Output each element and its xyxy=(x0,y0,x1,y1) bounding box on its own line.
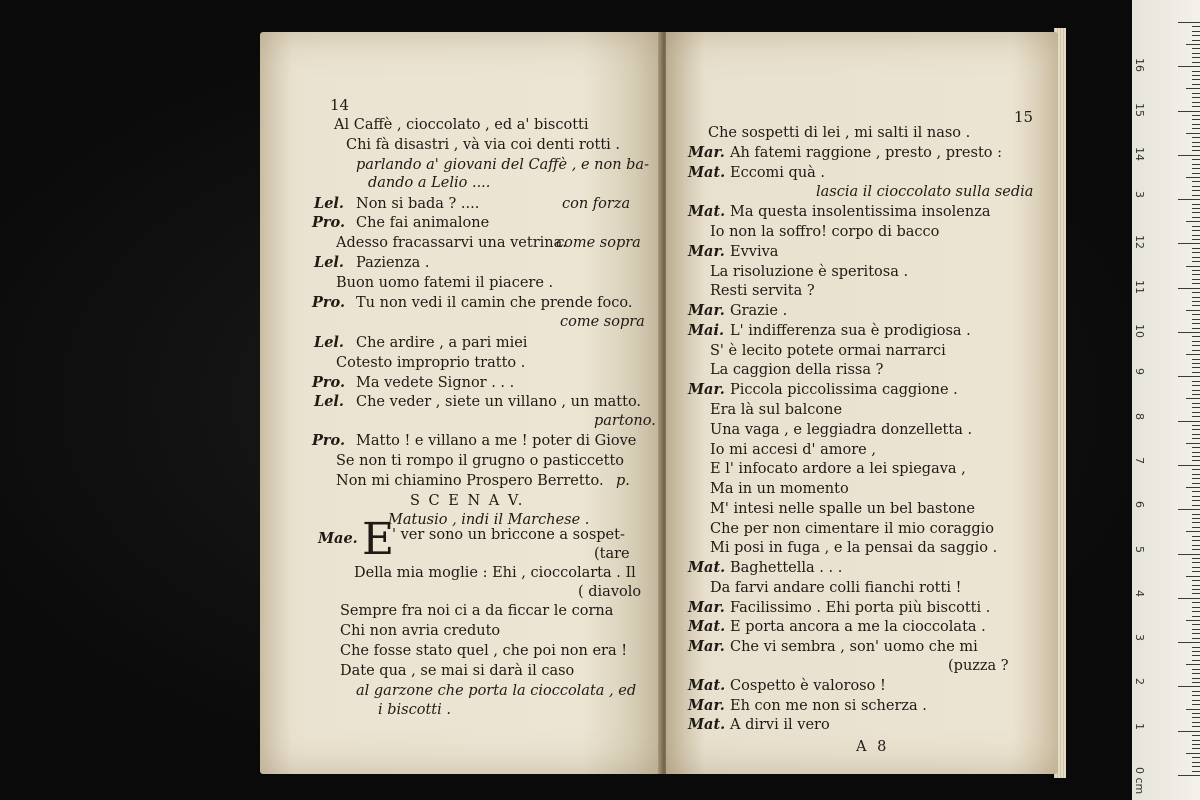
ruler-tick xyxy=(1192,673,1200,674)
ruler-tick xyxy=(1192,230,1200,231)
ruler-tick xyxy=(1192,159,1200,160)
ruler-label: 11 xyxy=(1133,279,1146,294)
ruler-tick xyxy=(1192,514,1200,515)
text-line: Resti servita ? xyxy=(710,283,815,299)
ruler-tick xyxy=(1186,753,1200,754)
text-line: Pazienza . xyxy=(356,255,430,271)
ruler-tick xyxy=(1192,212,1200,213)
ruler-tick xyxy=(1192,602,1200,603)
ruler-tick xyxy=(1192,403,1200,404)
scene-characters: Matusio , indi il Marchese . xyxy=(388,512,590,528)
ruler-tick xyxy=(1192,235,1200,236)
text-line: Che vi sembra , son' uomo che mi xyxy=(730,639,978,655)
ruler-tick xyxy=(1192,717,1200,718)
ruler-tick xyxy=(1192,647,1200,648)
ruler-tick xyxy=(1192,740,1200,741)
ruler-tick xyxy=(1192,367,1200,368)
ruler-tick xyxy=(1192,522,1200,523)
speaker-label: Mar. xyxy=(688,144,725,161)
ruler-tick xyxy=(1186,398,1200,399)
stage-direction: lascia il cioccolato sulla sedia xyxy=(816,184,1034,200)
ruler-tick xyxy=(1192,655,1200,656)
ruler-tick xyxy=(1192,651,1200,652)
text-line: Ma questa insolentissima insolenza xyxy=(730,204,991,220)
text-line: Chi non avria creduto xyxy=(340,623,501,639)
ruler-tick xyxy=(1192,279,1200,280)
ruler-label: 9 xyxy=(1133,368,1146,376)
speaker-label: Mae. xyxy=(318,530,358,547)
ruler-label: 2 xyxy=(1133,678,1146,686)
ruler-tick xyxy=(1192,452,1200,453)
ruler-tick xyxy=(1192,735,1200,736)
speaker-label: Lel. xyxy=(314,195,344,212)
text-line: Mi posi in fuga , e la pensai da saggio . xyxy=(710,540,998,556)
text-line: S' è lecito potete ormai narrarci xyxy=(710,343,946,359)
speaker-label: Mar. xyxy=(688,302,725,319)
ruler-tick xyxy=(1192,540,1200,541)
ruler-label: 14 xyxy=(1133,146,1146,161)
ruler-tick xyxy=(1192,48,1200,49)
ruler-tick xyxy=(1192,319,1200,320)
ruler-tick xyxy=(1192,26,1200,27)
ruler-tick xyxy=(1192,633,1200,634)
ruler-tick xyxy=(1192,416,1200,417)
stage-direction: come sopra xyxy=(560,314,645,330)
ruler-label: 6 xyxy=(1133,501,1146,509)
speaker-label: Lel. xyxy=(314,254,344,271)
ruler-tick xyxy=(1192,150,1200,151)
ruler-tick xyxy=(1178,243,1200,244)
text-line: Cospetto è valoroso ! xyxy=(730,678,886,694)
ruler-tick xyxy=(1192,638,1200,639)
text-line: (puzza ? xyxy=(948,658,1009,674)
ruler-tick xyxy=(1192,270,1200,271)
text-line: Adesso fracassarvi una vetrina. xyxy=(336,235,567,251)
ruler-tick xyxy=(1192,456,1200,457)
ruler-label: 0 cm xyxy=(1133,767,1146,795)
speaker-label: Mat. xyxy=(688,203,726,220)
ruler-tick xyxy=(1192,491,1200,492)
ruler-tick xyxy=(1192,691,1200,692)
ruler-tick xyxy=(1192,669,1200,670)
open-book xyxy=(256,18,1066,778)
ruler-tick xyxy=(1192,173,1200,174)
text-line: Non mi chiamino Prospero Berretto. xyxy=(336,473,604,489)
left-page xyxy=(260,32,662,774)
ruler-tick xyxy=(1192,700,1200,701)
ruler-tick xyxy=(1186,88,1200,89)
ruler-tick xyxy=(1192,527,1200,528)
ruler-tick xyxy=(1192,713,1200,714)
ruler-tick xyxy=(1192,500,1200,501)
ruler-tick xyxy=(1192,124,1200,125)
ruler-tick xyxy=(1192,328,1200,329)
page-number-left: 14 xyxy=(330,96,350,114)
ruler-label: 3 xyxy=(1133,191,1146,199)
text-line: Tu non vedi il camin che prende foco. xyxy=(356,295,633,311)
speaker-label: Mar. xyxy=(688,697,725,714)
scene-heading: S C E N A V. xyxy=(410,493,525,509)
ruler-tick xyxy=(1192,762,1200,763)
ruler-tick xyxy=(1192,363,1200,364)
ruler-label: 3 xyxy=(1133,634,1146,642)
text-line: M' intesi nelle spalle un bel bastone xyxy=(710,501,975,517)
ruler-tick xyxy=(1192,350,1200,351)
stage-direction: al garzone che porta la cioccolata , ed xyxy=(356,683,637,699)
text-line: Che per non cimentare il mio coraggio xyxy=(710,521,995,537)
ruler-tick xyxy=(1192,571,1200,572)
ruler-tick xyxy=(1192,301,1200,302)
ruler-tick xyxy=(1192,496,1200,497)
ruler-tick xyxy=(1178,199,1200,200)
ruler-tick xyxy=(1192,128,1200,129)
ruler-tick xyxy=(1178,111,1200,112)
ruler-tick xyxy=(1186,443,1200,444)
ruler-tick xyxy=(1192,407,1200,408)
ruler-tick xyxy=(1192,146,1200,147)
ruler-tick xyxy=(1178,686,1200,687)
ruler-tick xyxy=(1186,487,1200,488)
ruler-tick xyxy=(1192,137,1200,138)
ruler-tick xyxy=(1192,474,1200,475)
speaker-label: Pro. xyxy=(312,432,346,449)
ruler-tick xyxy=(1192,385,1200,386)
ruler-tick xyxy=(1192,190,1200,191)
page-number-right: 15 xyxy=(1014,108,1034,126)
ruler-tick xyxy=(1192,545,1200,546)
ruler-tick xyxy=(1186,576,1200,577)
ruler-tick xyxy=(1192,62,1200,63)
ruler-tick xyxy=(1192,682,1200,683)
ruler-tick xyxy=(1192,186,1200,187)
speaker-label: Lel. xyxy=(314,334,344,351)
ruler-tick xyxy=(1192,93,1200,94)
ruler-tick xyxy=(1192,40,1200,41)
ruler-tick xyxy=(1192,766,1200,767)
ruler-tick xyxy=(1192,757,1200,758)
ruler-tick xyxy=(1186,310,1200,311)
ruler-tick xyxy=(1192,460,1200,461)
text-line: Piccola piccolissima caggione . xyxy=(730,382,958,398)
ruler-tick xyxy=(1192,744,1200,745)
ruler-tick xyxy=(1192,429,1200,430)
ruler-tick xyxy=(1192,336,1200,337)
ruler-tick xyxy=(1192,31,1200,32)
ruler-tick xyxy=(1178,421,1200,422)
ruler-label: 5 xyxy=(1133,545,1146,553)
ruler-tick xyxy=(1192,483,1200,484)
text-line: Una vaga , e leggiadra donzelletta . xyxy=(710,422,973,438)
ruler-tick xyxy=(1192,469,1200,470)
ruler-tick xyxy=(1192,722,1200,723)
ruler-tick xyxy=(1178,509,1200,510)
ruler-tick xyxy=(1192,381,1200,382)
ruler-tick xyxy=(1178,642,1200,643)
text-line: Io non la soffro! corpo di bacco xyxy=(710,224,940,240)
ruler-tick xyxy=(1186,531,1200,532)
text-line: Che fosse stato quel , che poi non era ! xyxy=(340,643,628,659)
ruler-tick xyxy=(1178,598,1200,599)
ruler-tick xyxy=(1192,57,1200,58)
ruler-tick xyxy=(1178,288,1200,289)
text-line: E l' infocato ardore a lei spiegava , xyxy=(710,461,966,477)
ruler-tick xyxy=(1192,589,1200,590)
ruler-tick xyxy=(1192,323,1200,324)
text-line: La caggion della rissa ? xyxy=(710,362,884,378)
text-line: Eccomi quà . xyxy=(730,165,826,181)
text-line: Che sospetti di lei , mi salti il naso . xyxy=(708,125,971,141)
ruler-tick xyxy=(1192,115,1200,116)
ruler-tick xyxy=(1178,554,1200,555)
text-line: ( diavolo xyxy=(578,584,642,600)
ruler-tick xyxy=(1178,22,1200,23)
ruler-tick xyxy=(1192,217,1200,218)
ruler-tick xyxy=(1192,567,1200,568)
text-line: Al Caffè , cioccolato , ed a' biscotti xyxy=(334,117,589,133)
ruler-tick xyxy=(1192,678,1200,679)
stage-direction: dando a Lelio .... xyxy=(368,175,491,191)
ruler-tick xyxy=(1192,345,1200,346)
ruler-tick xyxy=(1192,204,1200,205)
ruler-tick xyxy=(1192,75,1200,76)
ruler-tick xyxy=(1192,226,1200,227)
ruler-tick xyxy=(1192,629,1200,630)
text-line: L' indifferenza sua è prodigiosa . xyxy=(730,323,971,339)
ruler-label: 15 xyxy=(1133,102,1146,117)
text-line: ' ver sono un briccone a sospet- xyxy=(392,527,625,543)
ruler-tick xyxy=(1192,536,1200,537)
ruler-label: 1 xyxy=(1133,722,1146,730)
ruler-tick xyxy=(1192,283,1200,284)
ruler-tick xyxy=(1186,44,1200,45)
ruler-tick xyxy=(1192,119,1200,120)
stage-direction: partono. xyxy=(594,413,656,429)
speaker-label: Mar. xyxy=(688,638,725,655)
ruler-tick xyxy=(1192,257,1200,258)
text-line: Buon uomo fatemi il piacere . xyxy=(336,275,554,291)
ruler-tick xyxy=(1192,248,1200,249)
ruler-tick xyxy=(1192,549,1200,550)
ruler-tick xyxy=(1192,261,1200,262)
stage-direction: p. xyxy=(616,473,630,489)
ruler-tick xyxy=(1186,709,1200,710)
ruler-tick xyxy=(1192,695,1200,696)
text-line: Grazie . xyxy=(730,303,788,319)
stage-direction: parlando a' giovani del Caffè , e non ba- xyxy=(356,157,649,173)
ruler-tick xyxy=(1192,208,1200,209)
ruler-label: 7 xyxy=(1133,456,1146,464)
text-line: Facilissimo . Ehi porta più biscotti . xyxy=(730,600,991,616)
ruler-tick xyxy=(1192,297,1200,298)
speaker-label: Mat. xyxy=(688,559,726,576)
ruler-tick xyxy=(1192,181,1200,182)
ruler-tick xyxy=(1192,53,1200,54)
ruler-tick xyxy=(1192,518,1200,519)
ruler-tick xyxy=(1186,177,1200,178)
ruler-tick xyxy=(1192,558,1200,559)
ruler-tick xyxy=(1192,274,1200,275)
text-line: E porta ancora a me la cioccolata . xyxy=(730,619,986,635)
ruler-tick xyxy=(1192,292,1200,293)
speaker-label: Pro. xyxy=(312,374,346,391)
speaker-label: Mar. xyxy=(688,381,725,398)
ruler-label: 10 xyxy=(1133,324,1146,338)
ruler-tick xyxy=(1192,726,1200,727)
text-line: Evviva xyxy=(730,244,779,260)
ruler-tick xyxy=(1192,97,1200,98)
ruler-label: 8 xyxy=(1133,412,1146,420)
ruler-tick xyxy=(1192,611,1200,612)
ruler-label: 16 xyxy=(1133,58,1146,73)
text-line: Che ardire , a pari miei xyxy=(356,335,528,351)
ruler-tick xyxy=(1186,354,1200,355)
ruler-tick xyxy=(1192,505,1200,506)
ruler-tick xyxy=(1192,412,1200,413)
text-line: Baghettella . . . xyxy=(730,560,843,576)
ruler-tick xyxy=(1192,305,1200,306)
text-line: Eh con me non si scherza . xyxy=(730,698,927,714)
ruler-label: 4 xyxy=(1133,589,1146,597)
speaker-label: Mat. xyxy=(688,716,726,733)
ruler-tick xyxy=(1192,624,1200,625)
ruler-tick xyxy=(1186,221,1200,222)
ruler-tick xyxy=(1192,434,1200,435)
ruler-tick xyxy=(1192,425,1200,426)
text-line: Della mia moglie : Ehi , cioccolarta . Il xyxy=(354,565,636,581)
ruler-tick xyxy=(1192,252,1200,253)
text-line: Date qua , se mai si darà il caso xyxy=(340,663,575,679)
ruler-tick xyxy=(1192,164,1200,165)
text-line: Non si bada ? .... xyxy=(356,196,480,212)
ruler-label: 12 xyxy=(1133,235,1146,250)
ruler-tick xyxy=(1192,314,1200,315)
ruler-tick xyxy=(1192,168,1200,169)
ruler-tick xyxy=(1178,376,1200,377)
text-line: Se non ti rompo il grugno o pasticcetto xyxy=(336,453,625,469)
stage-direction: con forza xyxy=(562,196,631,212)
speaker-label: Pro. xyxy=(312,294,346,311)
ruler-tick xyxy=(1192,239,1200,240)
ruler-tick xyxy=(1192,585,1200,586)
text-line: Sempre fra noi ci a da ficcar le corna xyxy=(340,603,614,619)
ruler-tick xyxy=(1192,106,1200,107)
text-line: Ma vedete Signor . . . xyxy=(356,375,515,391)
measuring-ruler xyxy=(1132,0,1200,800)
ruler-tick xyxy=(1192,447,1200,448)
ruler-tick xyxy=(1192,142,1200,143)
ruler-tick xyxy=(1192,195,1200,196)
ruler-tick xyxy=(1192,593,1200,594)
text-line: Ma in un momento xyxy=(710,481,849,497)
text-line: La risoluzione è speritosa . xyxy=(710,264,909,280)
speaker-label: Mai. xyxy=(688,322,725,339)
text-line: Che fai animalone xyxy=(356,215,490,231)
ruler-tick xyxy=(1178,775,1200,776)
ruler-tick xyxy=(1192,438,1200,439)
ruler-tick xyxy=(1192,478,1200,479)
ruler-tick xyxy=(1192,359,1200,360)
speaker-label: Lel. xyxy=(314,393,344,410)
ruler-tick xyxy=(1178,731,1200,732)
speaker-label: Mat. xyxy=(688,618,726,635)
text-line: Da farvi andare colli fianchi rotti ! xyxy=(710,580,962,596)
ruler-tick xyxy=(1178,465,1200,466)
ruler-tick xyxy=(1192,390,1200,391)
drop-cap: E xyxy=(362,514,395,565)
text-line: Io mi accesi d' amore , xyxy=(710,442,876,458)
ruler-tick xyxy=(1192,562,1200,563)
text-line: Chi fà disastri , và via coi denti rotti . xyxy=(346,137,621,153)
speaker-label: Mat. xyxy=(688,164,726,181)
ruler-tick xyxy=(1192,704,1200,705)
speaker-label: Mar. xyxy=(688,599,725,616)
text-line: Ah fatemi raggione , presto , presto : xyxy=(730,145,1002,161)
ruler-tick xyxy=(1192,607,1200,608)
text-line: A dirvi il vero xyxy=(730,717,830,733)
ruler-tick xyxy=(1178,332,1200,333)
ruler-tick xyxy=(1192,35,1200,36)
ruler-tick xyxy=(1192,771,1200,772)
ruler-tick xyxy=(1192,580,1200,581)
ruler-tick xyxy=(1192,79,1200,80)
ruler-tick xyxy=(1192,71,1200,72)
stage-direction: come sopra xyxy=(556,235,641,251)
ruler-tick xyxy=(1186,266,1200,267)
ruler-tick xyxy=(1192,394,1200,395)
ruler-tick xyxy=(1186,620,1200,621)
ruler-tick xyxy=(1178,155,1200,156)
ruler-tick xyxy=(1186,133,1200,134)
right-page xyxy=(666,32,1058,774)
text-line: Che veder , siete un villano , un matto. xyxy=(356,394,642,410)
ruler-tick xyxy=(1192,102,1200,103)
text-line: Matto ! e villano a me ! poter di Giove xyxy=(356,433,637,449)
ruler-tick xyxy=(1192,84,1200,85)
ruler-tick xyxy=(1192,660,1200,661)
ruler-tick xyxy=(1186,664,1200,665)
ruler-tick xyxy=(1192,341,1200,342)
ruler-tick xyxy=(1192,748,1200,749)
text-line: Cotesto improprio tratto . xyxy=(336,355,526,371)
signature-mark: A 8 xyxy=(856,739,890,755)
speaker-label: Mar. xyxy=(688,243,725,260)
text-line: Era là sul balcone xyxy=(710,402,843,418)
ruler-tick xyxy=(1178,66,1200,67)
ruler-tick xyxy=(1192,372,1200,373)
text-line: (tare xyxy=(594,546,630,562)
speaker-label: Pro. xyxy=(312,214,346,231)
ruler-tick xyxy=(1192,616,1200,617)
stage-direction: i biscotti . xyxy=(378,702,451,718)
speaker-label: Mat. xyxy=(688,677,726,694)
